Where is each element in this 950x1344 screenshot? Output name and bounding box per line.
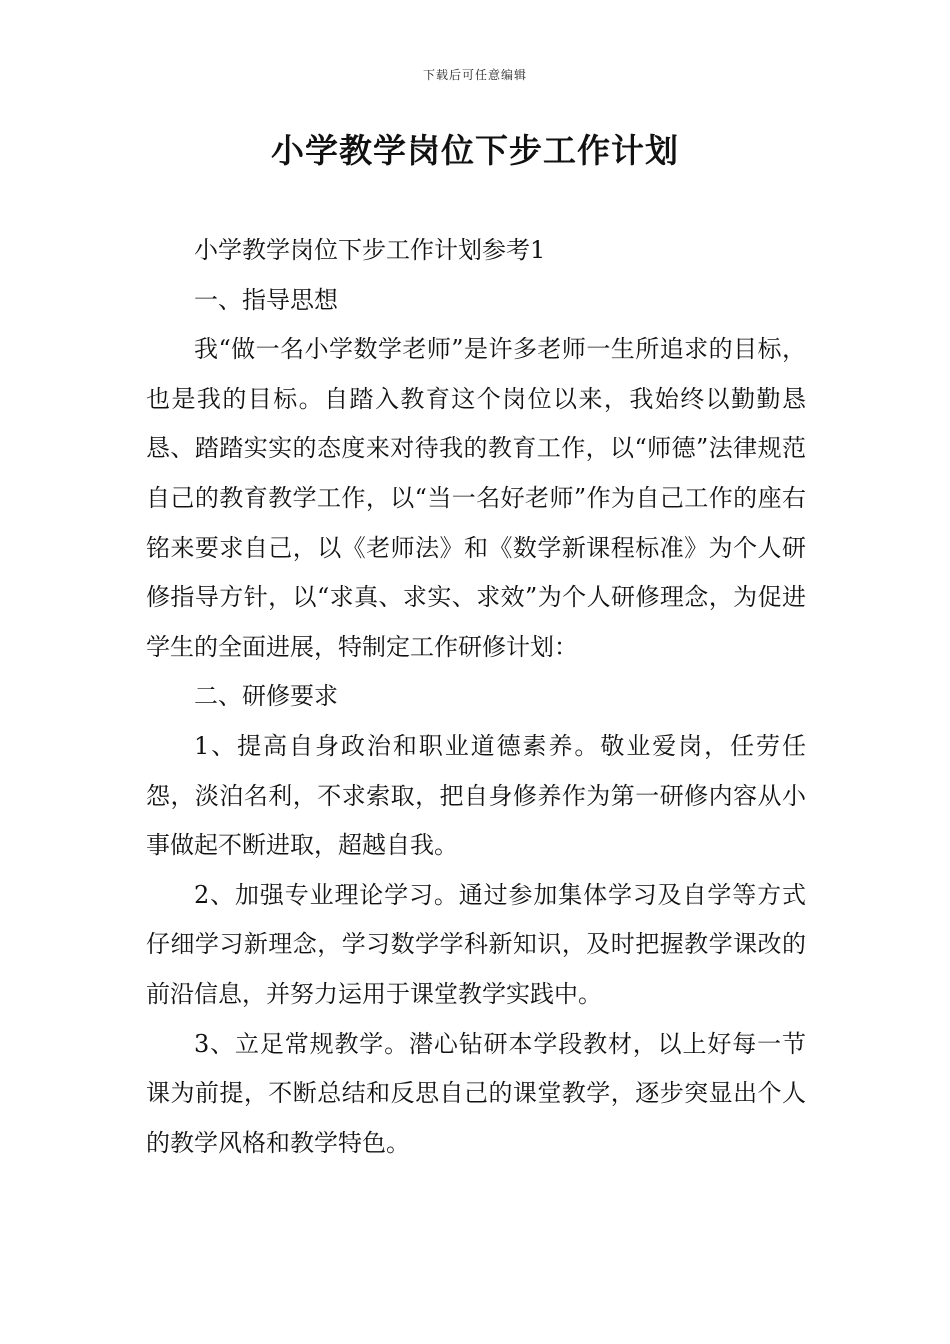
reference-heading: 小学教学岗位下步工作计划参考1 (194, 236, 546, 264)
paragraph-guiding-ideology: 我“做一名小学数学老师”是许多老师一生所追求的目标，也是我的目标。自踏入教育这个岗位以来，我始终以勤勤恳恳、踏踏实实的态度来对待我的教育工作，以“师德”法律规范自己的教育教学工作，以“当一名好老师”作为自己工作的座右铭来要求自己，以《老师法》和《数学新课程标准》为个人研修指导方针，以“求真、求实、求效”为个人研修理念，为促进学生的全面进展，特制定工作研修计划： (146, 335, 806, 661)
section-heading-requirements: 二、研修要求 (194, 682, 338, 711)
paragraph-requirement-3: 3、立足常规教学。潜心钻研本学段教材，以上好每一节课为前提，不断总结和反思自己的课堂教学，逐步突显出个人的教学风格和教学特色。 (146, 1029, 806, 1157)
paragraph-requirement-2: 2、加强专业理论学习。通过参加集体学习及自学等方式仔细学习新理念，学习数学学科新知识，及时把握教学课改的前沿信息，并努力运用于课堂教学实践中。 (146, 880, 806, 1008)
document-body (146, 226, 806, 1168)
section-heading-guiding-ideology: 一、指导思想 (194, 285, 338, 314)
header-note: 下载后可任意编辑 (422, 68, 527, 82)
paragraph-requirement-1: 1、提高自身政治和职业道德素养。敬业爱岗，任劳任怨，淡泊名利，不求索取，把自身修养作为第一研修内容从小事做起不断进取，超越自我。 (146, 731, 806, 860)
document-title: 小学教学岗位下步工作计划 (271, 131, 679, 170)
